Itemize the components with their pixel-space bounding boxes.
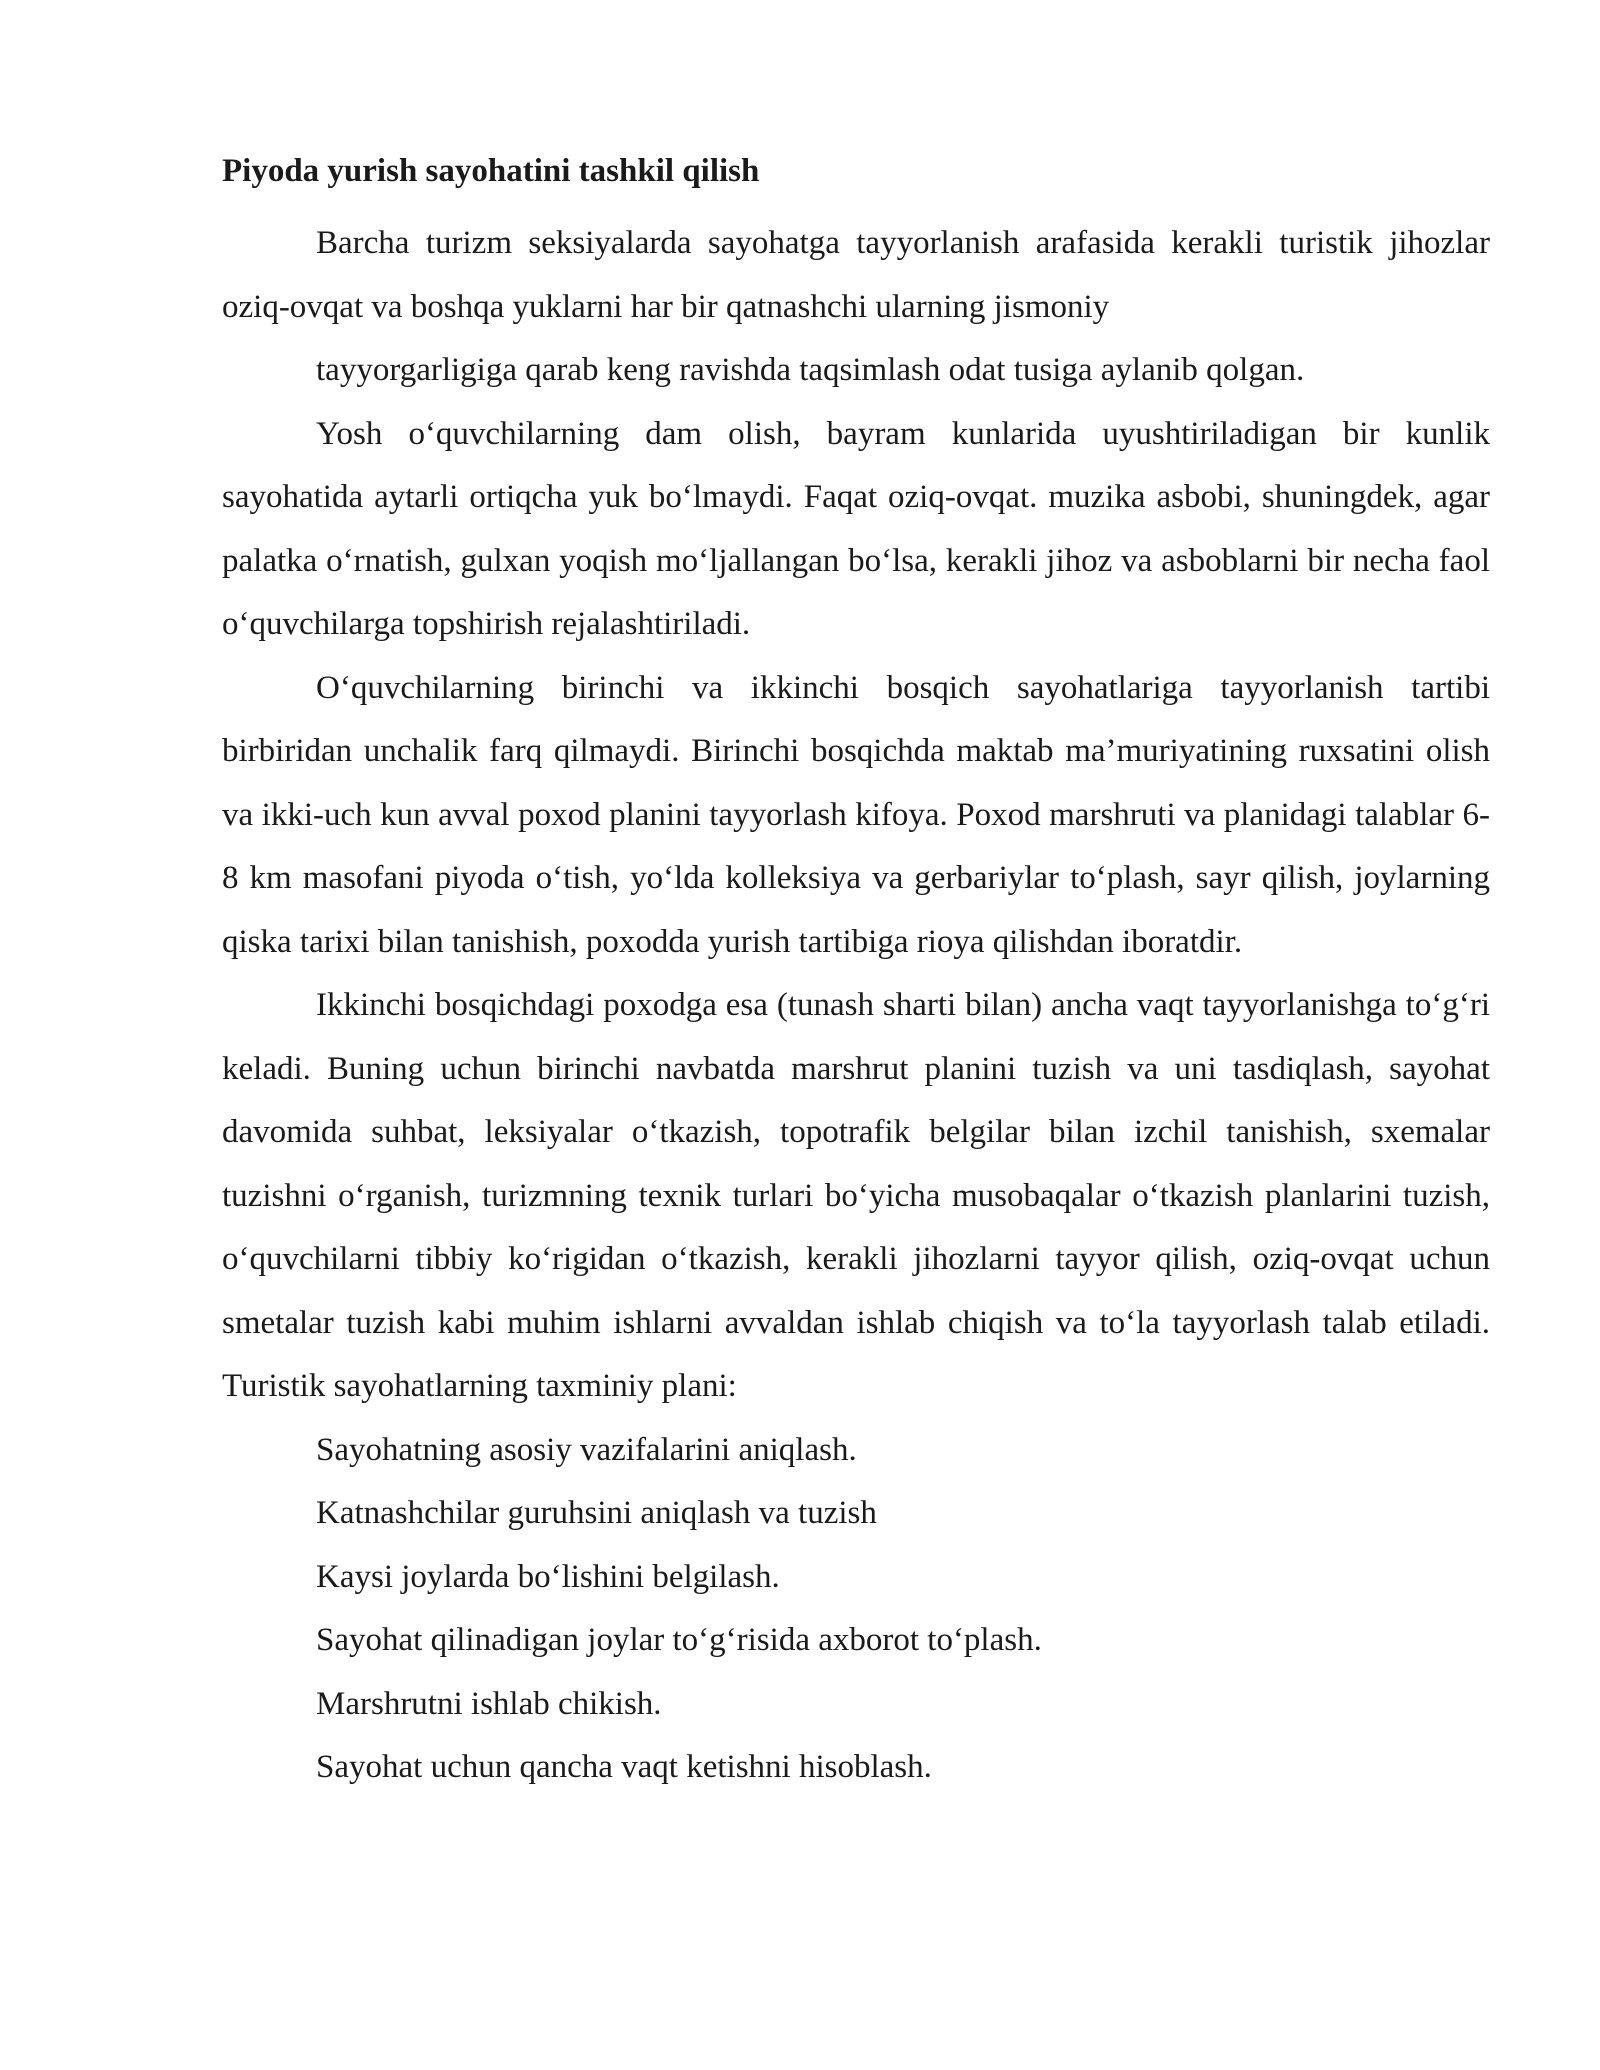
list-item: Kaysi joylarda bo‘lishini belgilash. bbox=[316, 1558, 780, 1595]
paragraph-5: Ikkinchi bosqichdagi poxodga esa (tunash sharti bilan) ancha vaqt tayyorlanishga to‘g‘ri keladi. Buning uchun birinchi navbatda marshrut planini tuzish va uni tasdiqlash, sayohat davomida suhbat, leksiyalar o‘tkazish, topotrafik belgilar bilan izchil tanishish, sxemalar tuzishni o‘rganish, turizmning texnik turlari bo‘yicha musobaqalar o‘tkazish planlarini tuzish, o‘quvchilarni tibbiy ko‘rigidan o‘tkazish, kerakli jihozlarni tayyor qilish, oziq-ovqat uchun smetalar tuzish kabi muhim ishlarni avvaldan ishlab chiqish va to‘la tayyorlash talab etiladi. Turistik sayohatlarning taxminiy plani: bbox=[222, 987, 1490, 1404]
plan-list bbox=[222, 1419, 1490, 1800]
list-item: Sayohat uchun qancha vaqt ketishni hisoblash. bbox=[316, 1749, 932, 1785]
list-item: Sayohat qilinadigan joylar to‘g‘risida axborot to‘plash. bbox=[316, 1622, 1042, 1658]
paragraph-3: Yosh o‘quvchilarning dam olish, bayram kunlarida uyushtiriladigan bir kunlik sayohatida aytarli ortiqcha yuk bo‘lmaydi. Faqat oziq-ovqat. muzika asbobi, shuningdek, agar palatka o‘rnatish, gulxan yoqish mo‘ljallangan bo‘lsa, kerakli jihoz va asboblarni bir necha faol o‘quvchilarga topshirish rejalashtiriladi. bbox=[222, 415, 1490, 642]
document-page bbox=[222, 148, 1490, 1800]
list-item: Marshrutni ishlab chikish. bbox=[316, 1685, 662, 1722]
paragraph-2: tayyorgarligiga qarab keng ravishda taqsimlash odat tusiga aylanib qolgan. bbox=[316, 352, 1305, 388]
list-item: Katnashchilar guruhsini aniqlash va tuzish bbox=[316, 1495, 877, 1531]
document-title: Piyoda yurish sayohatini tashkil qilish bbox=[222, 153, 760, 189]
list-item: Sayohatning asosiy vazifalarini aniqlash. bbox=[316, 1431, 857, 1468]
paragraph-1: Barcha turizm seksiyalarda sayohatga tayyorlanish arafasida kerakli turistik jihozlar oziq-ovqat va boshqa yuklarni har bir qatnashchi ularning jismoniy bbox=[222, 225, 1490, 325]
paragraph-4: O‘quvchilarning birinchi va ikkinchi bosqich sayohatlariga tayyorlanish tartibi birbiridan unchalik farq qilmaydi. Birinchi bosqichda maktab ma’muriyatining ruxsatini olish va ikki-uch kun avval poxod planini tayyorlash kifoya. Poxod marshruti va planidagi talablar 6-8 km masofani piyoda o‘tish, yo‘lda kolleksiya va gerbariylar to‘plash, sayr qilish, joylarning qiska tarixi bilan tanishish, poxodda yurish tartibiga rioya qilishdan iboratdir. bbox=[222, 669, 1490, 960]
